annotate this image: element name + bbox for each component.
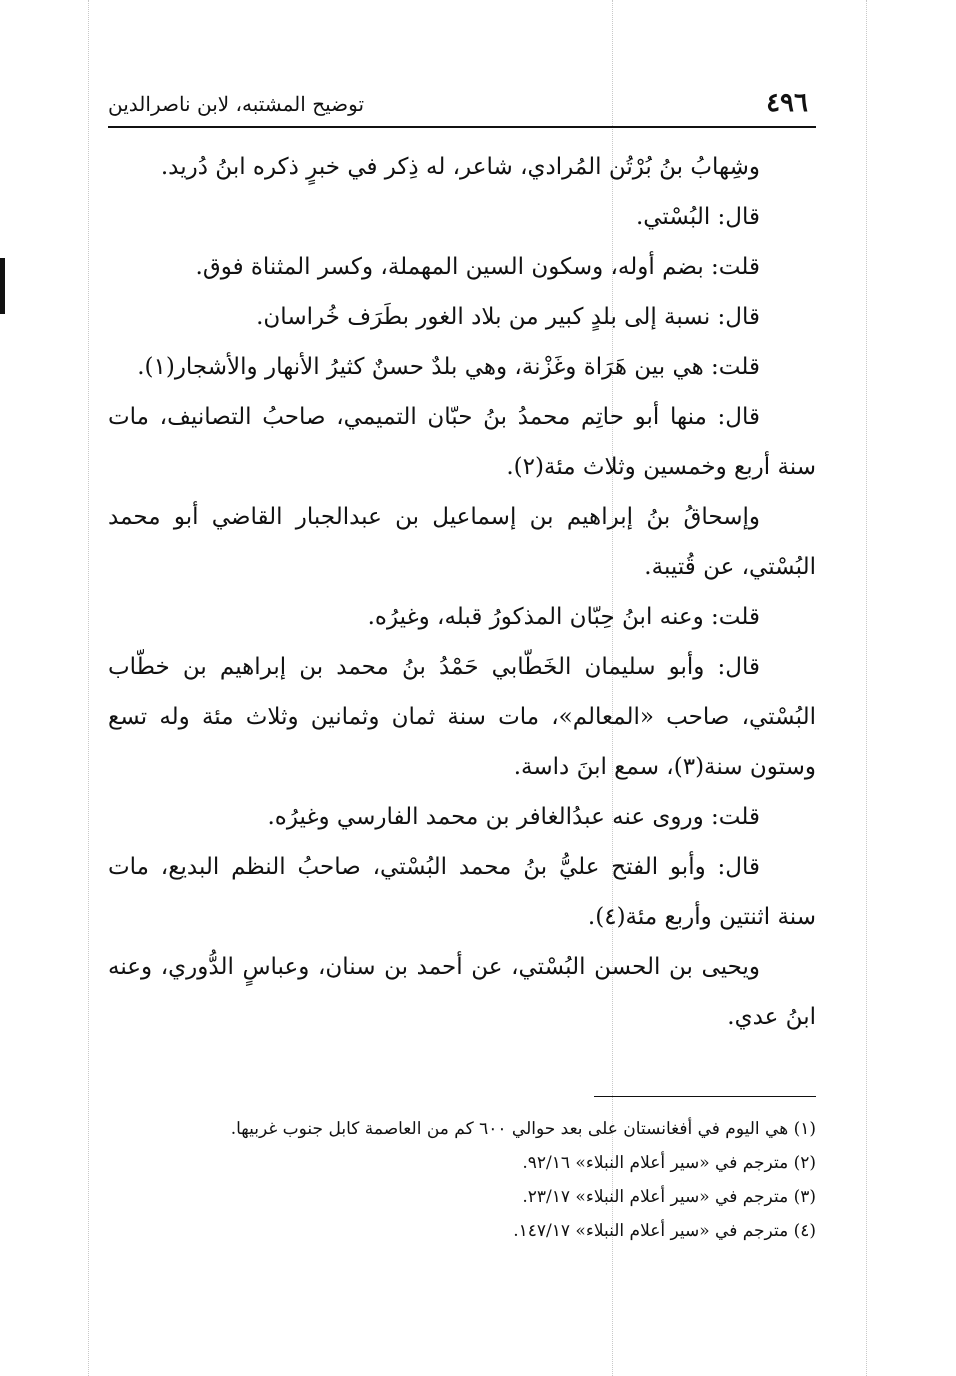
scan-guide-line [866,0,867,1376]
footnotes [108,1112,816,1248]
book-page [108,0,816,1376]
paragraph: قال: البُسْتي. [635,204,760,230]
running-header [108,86,816,128]
paragraph: قلت: هي بين هَرَاة وغَزْنة، وهي بلدٌ حسنٌ كثيرُ الأنهار والأشجار(١). [137,354,760,380]
paragraph: وشِهابُ بنُ بُرْتُن المُرادي، شاعر، له ذِكر في خبرٍ ذكره ابنُ دُريد. [160,154,760,180]
scan-edge-mark [0,258,5,314]
paragraph: ويحيى بن الحسن البُسْتي، عن أحمد بن سنان، وعباسٍ الدُّوري، وعنه ابنُ عدي. [108,954,816,1030]
main-text [108,142,816,1042]
paragraph: قال: نسبة إلى بلدٍ كبير من بلاد الغور بطَرَف خُراسان. [256,304,760,330]
paragraph: قال: وأبو الفتح عليُّ بنُ محمد البُسْتي، صاحبُ النظم البديع، مات سنة اثنتين وأربع مئة(٤). [108,854,816,930]
paragraph: وإسحاقُ بنُ إبراهيم بن إسماعيل بن عبدالجبار القاضي أبو محمد البُسْتي، عن قُتيبة. [108,504,816,580]
footnote-separator [594,1096,816,1097]
paragraph: قلت: بضم أوله، وسكون السين المهملة، وكسر المثناة فوق. [195,254,760,280]
paragraph: قال: منها أبو حاتِم محمدُ بنُ حبّان التميمي، صاحبُ التصانيف، مات سنة أربع وخمسين وثلاث مئة(٢). [108,404,816,480]
paragraph: قال: وأبو سليمان الخَطّابي حَمْدُ بنُ محمد بن إبراهيم بن خطّاب البُسْتي، صاحب «المعالم»، مات سنة ثمان وثمانين وثلاث مئة وله تسع وستون سنة(٣)، سمع ابنَ داسة. [108,654,816,780]
page-number: ٤٩٦ [766,88,808,118]
book-title: توضيح المشتبه، لابن ناصرالدين [108,92,365,116]
scan-guide-line [88,0,89,1376]
footnote: (٢) مترجم في «سير أعلام النبلاء» ٩٢/١٦. [522,1153,816,1173]
footnote: (٤) مترجم في «سير أعلام النبلاء» ١٤٧/١٧. [513,1221,816,1241]
footnote: (١) هي اليوم في أفغانستان على بعد حوالي ٦٠٠ كم من العاصمة كابل جنوب غربيها. [230,1119,816,1139]
footnote: (٣) مترجم في «سير أعلام النبلاء» ٢٣/١٧. [522,1187,816,1207]
paragraph: قلت: وروى عنه عبدُالغافر بن محمد الفارسي وغيرُه. [267,804,760,830]
paragraph: قلت: وعنه ابنُ حِبّان المذكورُ قبله، وغيرُه. [367,604,760,630]
